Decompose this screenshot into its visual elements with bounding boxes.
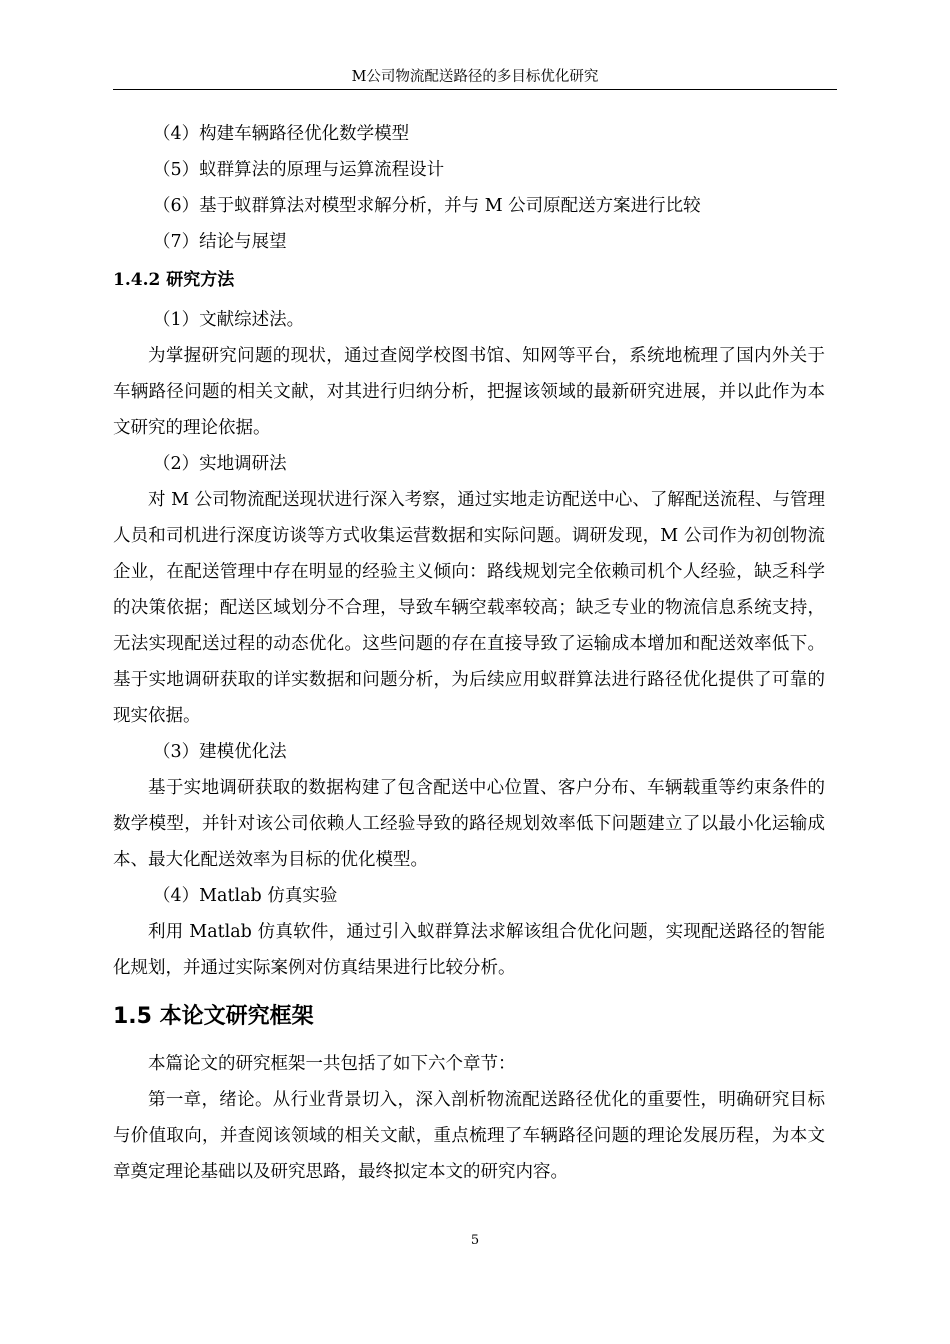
research-content-item-6: （6）基于蚁群算法对模型求解分析，并与 M 公司原配送方案进行比较: [153, 196, 701, 216]
method-text-field-research: 对 M 公司物流配送现状进行深入考察，通过实地走访配送中心、了解配送流程、与管理人员和司机进行深度访谈等方式收集运营数据和实际问题。调研发现，M 公司作为初创物流企业，在配送管理中存在明显的经验主义倾向：路线规划完全依赖司机个人经验，缺乏科学的决策依据；配送区域划分不合理，导致车辆空载率较高；缺乏专业的物流信息系统支持，无法实现配送过程的动态优化。这些问题的存在直接导致了运输成本增加和配送效率低下。基于实地调研获取的详实数据和问题分析，为后续应用蚁群算法进行路径优化提供了可靠的现实依据。: [113, 490, 825, 726]
page-number: 5: [470, 1233, 480, 1248]
header-rule: [113, 89, 837, 90]
running-header: M公司物流配送路径的多目标优化研究: [351, 69, 599, 85]
method-label-literature: （1）文献综述法。: [153, 310, 305, 330]
section-paragraph: 本篇论文的研究框架一共包括了如下六个章节：: [148, 1054, 516, 1074]
method-text-simulation: 利用 Matlab 仿真软件，通过引入蚁群算法求解该组合优化问题，实现配送路径的智能化规划，并通过实际案例对仿真结果进行比较分析。: [113, 922, 825, 978]
subsection-heading: 1.4.2 研究方法: [113, 270, 235, 290]
section-paragraph: 第一章，绪论。从行业背景切入，深入剖析物流配送路径优化的重要性，明确研究目标与价值取向，并查阅该领域的相关文献，重点梳理了车辆路径问题的理论发展历程，为本文章奠定理论基础以及研究思路，最终拟定本文的研究内容。: [113, 1090, 825, 1182]
method-label-field-research: （2）实地调研法: [153, 454, 287, 474]
page-body: [113, 116, 825, 1190]
research-content-item-4: （4）构建车辆路径优化数学模型: [153, 124, 410, 144]
method-label-modeling: （3）建模优化法: [153, 742, 287, 762]
section-heading: 1.5 本论文研究框架: [113, 1004, 314, 1029]
method-text-modeling: 基于实地调研获取的数据构建了包含配送中心位置、客户分布、车辆载重等约束条件的数学模型，并针对该公司依赖人工经验导致的路径规划效率低下问题建立了以最小化运输成本、最大化配送效率为目标的优化模型。: [113, 778, 825, 870]
method-text-literature: 为掌握研究问题的现状，通过查阅学校图书馆、知网等平台，系统地梳理了国内外关于车辆路径问题的相关文献，对其进行归纳分析，把握该领域的最新研究进展，并以此作为本文研究的理论依据。: [113, 346, 825, 438]
research-content-item-7: （7）结论与展望: [153, 232, 287, 252]
research-content-item-5: （5）蚁群算法的原理与运算流程设计: [153, 160, 445, 180]
method-label-simulation: （4）Matlab 仿真实验: [153, 886, 338, 906]
